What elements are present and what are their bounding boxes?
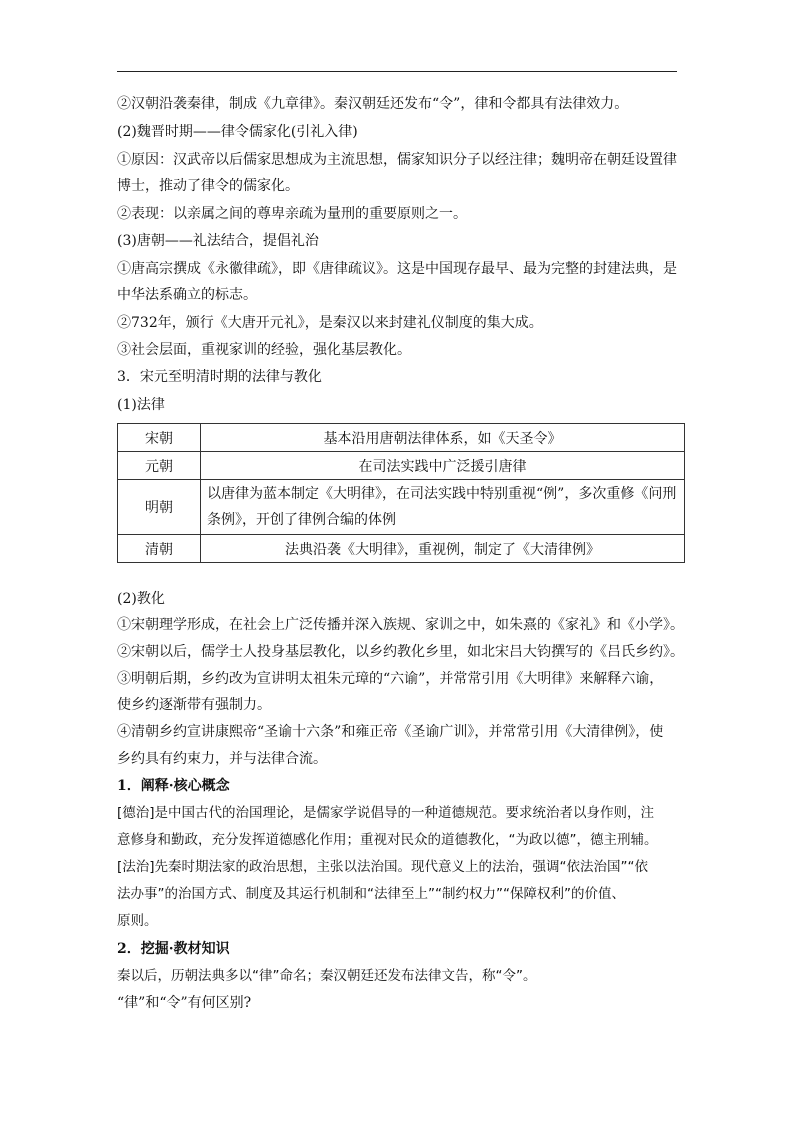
question-line: “律”和“令”有何区别? xyxy=(117,995,252,1011)
table-row xyxy=(118,424,685,452)
subheading-jiaohua: (2)教化 xyxy=(117,591,165,607)
table-cell-dynasty: 元朝 xyxy=(118,452,201,480)
text-line: 中华法系确立的标志。 xyxy=(117,287,257,303)
definition-line: 意修身和勤政，充分发挥道德感化作用；重视对民众的道德教化，“为政以德”，德主刑辅。 xyxy=(117,832,658,848)
definition-line: 原则。 xyxy=(117,913,158,929)
text-line: ①原因：汉武帝以后儒家思想成为主流思想，儒家知识分子以经注律；魏明帝在朝廷设置律 xyxy=(117,152,677,168)
table-cell-content: 基本沿用唐朝法律体系，如《天圣令》 xyxy=(201,424,685,452)
text-line: ②表现：以亲属之间的尊卑亲疏为量刑的重要原则之一。 xyxy=(117,206,467,222)
text-line: ②732年，颁行《大唐开元礼》，是秦汉以来封建礼仪制度的集大成。 xyxy=(117,315,543,331)
text-line: ②宋朝以后，儒学士人投身基层教化，以乡约教化乡里，如北宋吕大钧撰写的《吕氏乡约》。 xyxy=(117,644,684,660)
text-line: ②汉朝沿袭秦律，制成《九章律》。秦汉朝廷还发布“令”，律和令都具有法律效力。 xyxy=(117,96,629,112)
subheading-tang: (3)唐朝——礼法结合，提倡礼治 xyxy=(117,233,319,249)
table-cell-dynasty: 明朝 xyxy=(118,480,201,535)
text-line: ③明朝后期，乡约改为宣讲明太祖朱元璋的“六谕”，并常常引用《大明律》来解释六谕， xyxy=(117,671,664,687)
text-line: ①宋朝理学形成，在社会上广泛传播并深入族规、家训之中，如朱熹的《家礼》和《小学》。 xyxy=(117,617,684,633)
section-heading-1: 1．阐释·核心概念 xyxy=(117,778,230,794)
table-cell-content: 以唐律为蓝本制定《大明律》，在司法实践中特别重视“例”，多次重修《问刑条例》，开创了律例合编的体例 xyxy=(201,480,685,535)
subheading-weijin: (2)魏晋时期——律令儒家化(引礼入律) xyxy=(117,124,358,140)
text-line: ④清朝乡约宣讲康熙帝“圣谕十六条”和雍正帝《圣谕广训》，并常常引用《大清律例》，使 xyxy=(117,724,664,740)
table-cell-dynasty: 清朝 xyxy=(118,535,201,563)
table-row xyxy=(118,452,685,480)
definition-line: [德治]是中国古代的治国理论，是儒家学说倡导的一种道德规范。要求统治者以身作则，注 xyxy=(117,805,655,821)
section-heading-3: 3．宋元至明清时期的法律与教化 xyxy=(117,369,322,385)
definition-line: [法治]先秦时期法家的政治思想，主张以法治国。现代意义上的法治，强调“依法治国”“依 xyxy=(117,859,649,875)
section-heading-2: 2．挖掘·教材知识 xyxy=(117,941,230,957)
table-row xyxy=(118,480,685,535)
law-table xyxy=(117,423,685,563)
table-cell-content: 在司法实践中广泛援引唐律 xyxy=(201,452,685,480)
text-line: 博士，推动了律令的儒家化。 xyxy=(117,178,299,194)
table-row xyxy=(118,535,685,563)
subheading-law: (1)法律 xyxy=(117,397,165,413)
table-cell-dynasty: 宋朝 xyxy=(118,424,201,452)
text-line: 乡约具有约束力，并与法律合流。 xyxy=(117,751,327,767)
material-line: 秦以后，历朝法典多以“律”命名；秦汉朝廷还发布法律文告，称“令”。 xyxy=(117,968,537,984)
definition-line: 法办事”的治国方式、制度及其运行机制和“法律至上”“制约权力”“保障权利”的价值、 xyxy=(117,886,625,902)
header-rule xyxy=(117,71,677,72)
text-line: 使乡约逐渐带有强制力。 xyxy=(117,697,271,713)
table-cell-content: 法典沿袭《大明律》，重视例，制定了《大清律例》 xyxy=(201,535,685,563)
text-line: ③社会层面，重视家训的经验，强化基层教化。 xyxy=(117,342,411,358)
text-line: ①唐高宗撰成《永徽律疏》，即《唐律疏议》。这是中国现存最早、最为完整的封建法典，是 xyxy=(117,261,677,277)
